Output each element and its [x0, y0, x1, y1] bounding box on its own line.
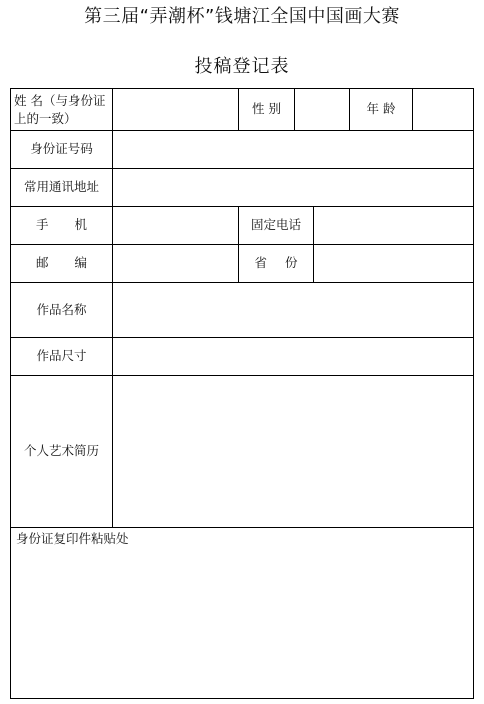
province-field[interactable]: [314, 245, 473, 282]
mobile-field[interactable]: [113, 207, 238, 244]
id-copy-label: 身份证复印件粘贴处: [16, 531, 129, 546]
work-size-label: 作品尺寸: [36, 348, 87, 363]
address-label: 常用通讯地址: [23, 179, 99, 194]
work-size-field[interactable]: [113, 338, 473, 375]
name-label: 姓 名（与身份证上的一致）: [14, 93, 106, 126]
id-copy-area[interactable]: [11, 548, 473, 698]
form-subtitle: 投稿登记表: [194, 56, 290, 77]
work-title-label: 作品名称: [36, 302, 87, 317]
phone-field[interactable]: [314, 207, 473, 244]
work-title-field[interactable]: [113, 283, 473, 337]
id-number-label: 身份证号码: [30, 141, 93, 156]
id-number-field[interactable]: [113, 131, 473, 168]
postcode-field[interactable]: [113, 245, 238, 282]
form-title: 第三届“弄潮杯”钱塘江全国中国画大赛: [84, 6, 400, 27]
row-divider: [10, 527, 474, 528]
age-field[interactable]: [413, 89, 473, 130]
mobile-label: 手 机: [36, 217, 87, 232]
bio-label: 个人艺术简历: [23, 443, 99, 458]
age-label: 年 龄: [366, 101, 396, 116]
gender-label: 性 别: [252, 101, 281, 116]
province-label: 省 份: [254, 255, 298, 270]
postcode-label: 邮 编: [36, 255, 87, 270]
address-field[interactable]: [113, 169, 473, 206]
name-field[interactable]: [113, 89, 238, 130]
bio-field[interactable]: [113, 376, 473, 527]
gender-field[interactable]: [295, 89, 349, 130]
phone-label: 固定电话: [250, 217, 301, 232]
